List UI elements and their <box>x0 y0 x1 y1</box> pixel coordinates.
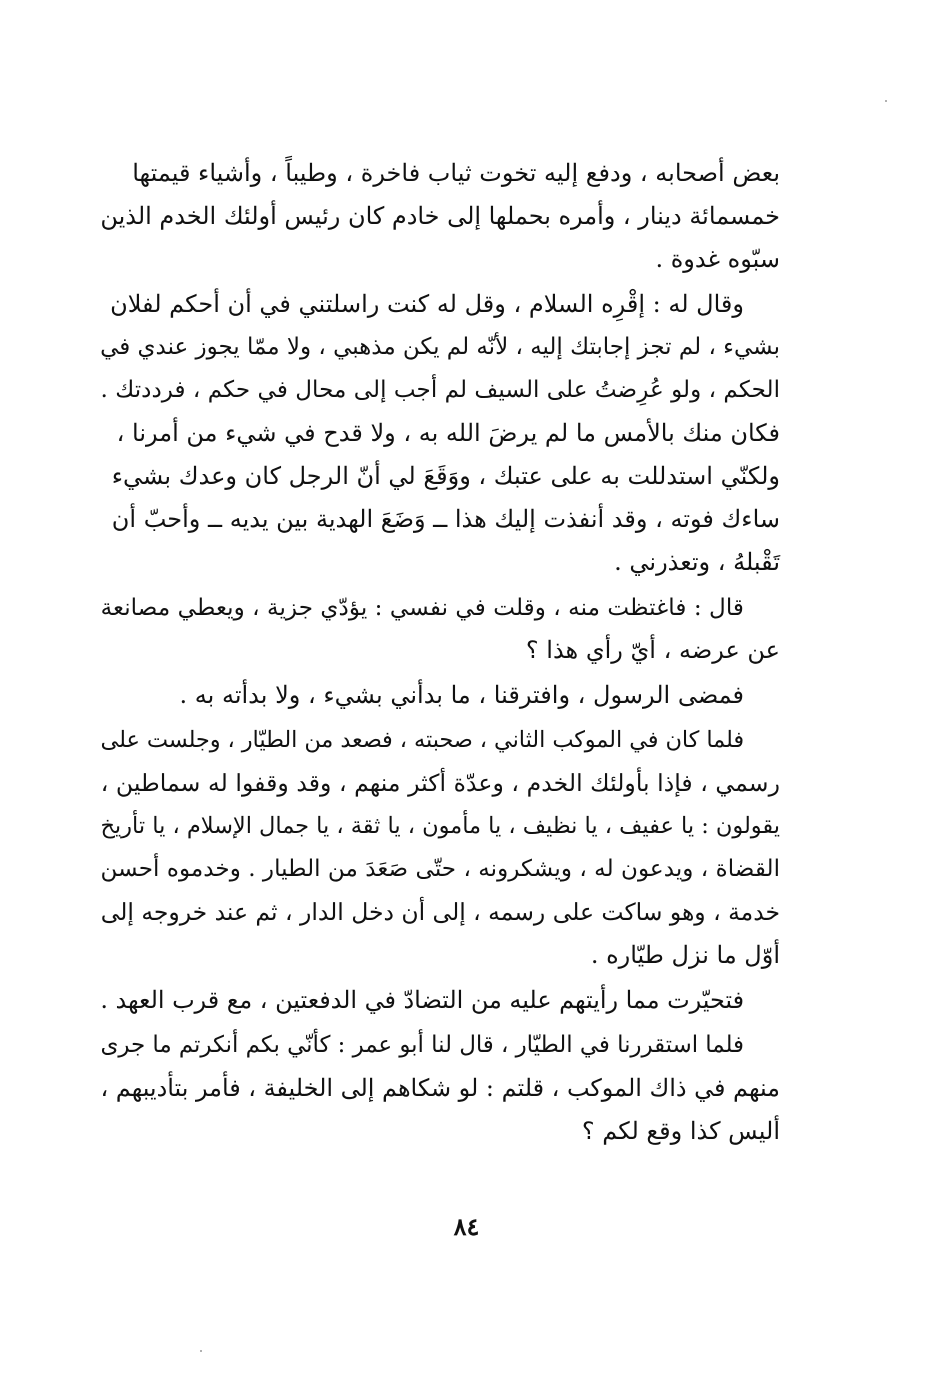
paragraph-7 <box>100 1024 780 1153</box>
body-text <box>100 152 780 1153</box>
text-line: وقال له : إقْرِه السلام ، وقل له كنت راسلتني في أن أحكم لفلان <box>110 290 744 318</box>
paragraph-6 <box>100 979 780 1022</box>
text-line: فتحيّرت مما رأيتهم عليه من التضادّ في الدفعتين ، مع قرب العهد . <box>100 986 744 1014</box>
text-line: خمسمائة دينار ، وأمره بحملها إلى خادم كان رئيس أولئك الخدم الذين <box>100 202 780 230</box>
paragraph-3 <box>100 586 780 672</box>
scan-speck <box>885 100 887 102</box>
text-line: بشيء ، لم تجز إجابتك إليه ، لأنّه لم يكن مذهبي ، ولا ممّا يجوز عندي في <box>100 334 780 360</box>
text-line: منهم في ذاك الموكب ، قلتم : لو شكاهم إلى الخليفة ، فأمر بتأديبهم ، <box>100 1074 780 1102</box>
text-line: القضاة ، ويدعون له ، ويشكرونه ، حتّى صَعَدَ من الطيار . وخدموه أحسن <box>100 856 780 882</box>
text-line: يقولون : يا عفيف ، يا نظيف ، يا مأمون ، يا ثقة ، يا جمال الإسلام ، يا تأريخ <box>100 813 780 839</box>
text-line: أوّل ما نزل طيّاره . <box>590 941 780 969</box>
text-line: ساءك فوته ، وقد أنفذت إليك هذا ــ وَضَعَ الهدية بين يديه ــ وأحبّ أن <box>111 505 780 533</box>
text-line: فمضى الرسول ، وافترقنا ، ما بدأني بشيء ، ولا بدأته به . <box>179 681 744 709</box>
paragraph-5 <box>100 719 780 977</box>
text-line: خدمة ، وهو ساكت على رسمه ، إلى أن دخل الدار ، ثم عند خروجه إلى <box>100 898 780 926</box>
text-line: فلما استقررنا في الطيّار ، قال لنا أبو عمر : كأنّي بكم أنكرتم ما جرى <box>100 1032 744 1058</box>
paragraph-4 <box>100 674 780 717</box>
text-line: تَقْبلهُ ، وتعذرني . <box>614 548 780 576</box>
text-line: أليس كذا وقع لكم ؟ <box>581 1117 780 1145</box>
text-line: رسمي ، فإذا بأولئك الخدم ، وعدّة أكثر منهم ، وقد وقفوا له سماطين ، <box>100 769 780 797</box>
text-line: فكان منك بالأمس ما لم يرضَ الله به ، ولا قدح في شيء من أمرنا ، <box>116 419 780 447</box>
text-line: ولكنّي استدللت به على عتبك ، ووَقَعَ لي أنّ الرجل كان وعدك بشيء <box>111 462 780 490</box>
scan-speck <box>200 1350 202 1352</box>
text-line: بعض أصحابه ، ودفع إليه تخوت ثياب فاخرة ، وطيباً ، وأشياء قيمتها <box>132 159 780 187</box>
text-line: قال : فاغتظت منه ، وقلت في نفسي : يؤدّي جزية ، ويعطي مصانعة <box>100 594 744 621</box>
page-number: ٨٤ <box>453 1212 480 1241</box>
text-line: الحكم ، ولو عُرِضتُ على السيف لم أجب إلى محال في حكم ، فرددتك . <box>100 377 780 403</box>
paragraph-2 <box>100 283 780 584</box>
text-line: فلما كان في الموكب الثاني ، صحبته ، فصعد من الطيّار ، وجلست على <box>100 727 744 753</box>
text-line: عن عرضه ، أيّ رأي هذا ؟ <box>525 636 780 664</box>
paragraph-1 <box>100 152 780 281</box>
text-line: سبّوه غدوة . <box>655 245 780 273</box>
